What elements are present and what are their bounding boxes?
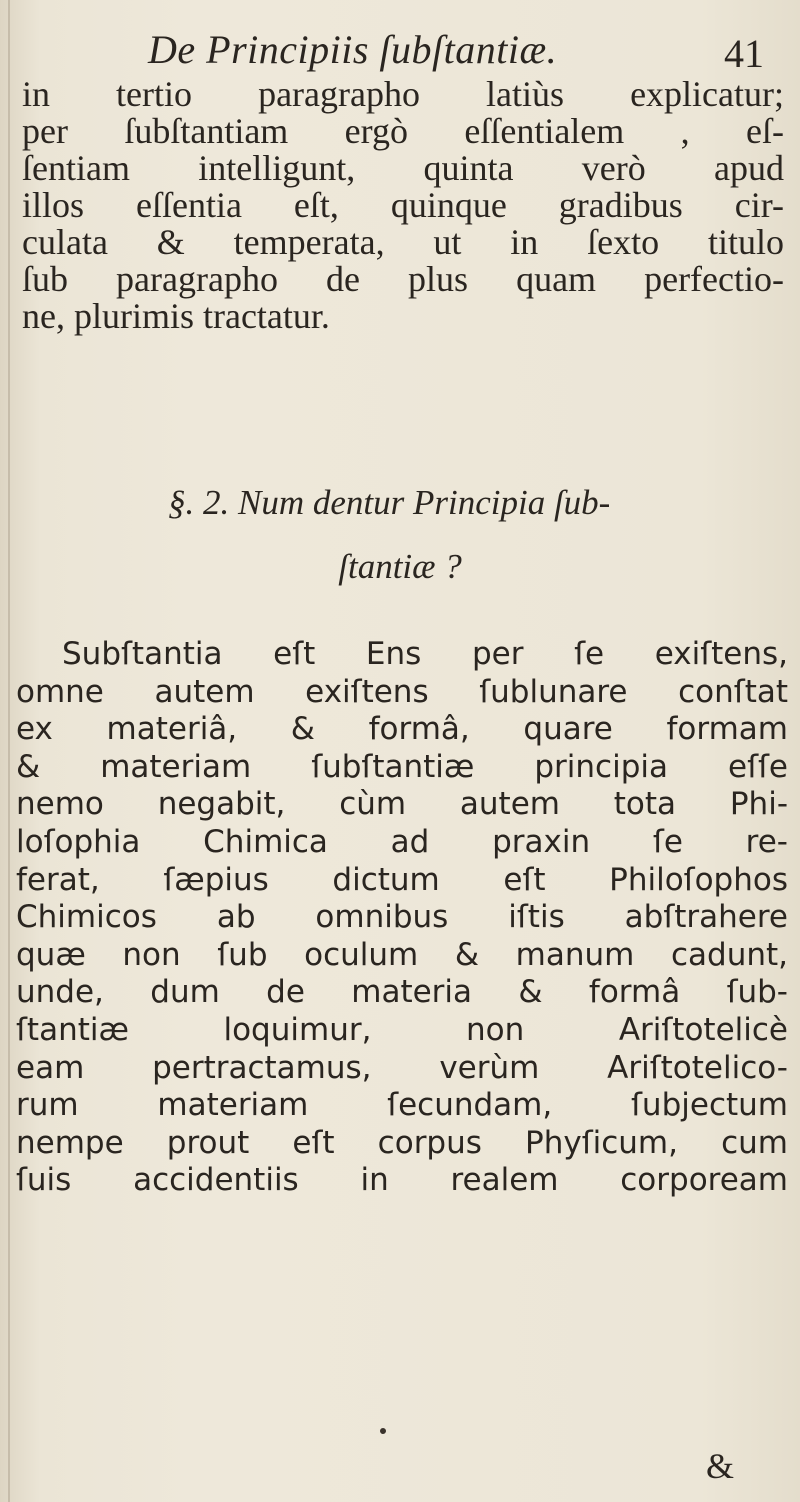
page-gutter-edge <box>8 0 10 1502</box>
text-line: culata & temperata, ut in ſexto titulo <box>22 222 784 262</box>
text-line: eam pertractamus, verùm Ariſtotelico- <box>16 1049 788 1086</box>
text-line: & materiam ſubſtantiæ principia eſſe <box>16 748 788 785</box>
section-heading-line-1: §. 2. Num dentur Principia ſub- <box>168 483 611 522</box>
paragraph-1 <box>22 76 784 335</box>
running-head <box>0 24 800 80</box>
text-line: omne autem exiſtens ſublunare conſtat <box>16 673 788 710</box>
text-line: ſuis accidentiis in realem corpoream <box>16 1162 788 1199</box>
text-line: unde, dum de materia & formâ ſub- <box>16 974 788 1011</box>
text-line: quæ non ſub oculum & manum cadunt, <box>16 936 788 973</box>
text-line: Chimicos ab omnibus iſtis abſtrahere <box>16 899 788 936</box>
paragraph-2 <box>16 636 788 1200</box>
text-line: nempe prout eſt corpus Phyſicum, cum <box>16 1124 788 1161</box>
text-line: ſentiam intelligunt, quinta verò apud <box>22 148 784 188</box>
text-line: Subſtantia eſt Ens per ſe exiſtens, <box>62 636 788 672</box>
page-number: 41 <box>724 31 764 76</box>
ink-dot <box>380 1428 386 1434</box>
text-line: nemo negabit, cùm autem tota Phi- <box>16 786 788 823</box>
text-line: ferat, ſæpius dictum eſt Philoſophos <box>16 861 788 898</box>
text-line: per ſubſtantiam ergò eſſentialem , eſ- <box>22 111 784 151</box>
text-line: ne, plurimis tractatur. <box>22 296 330 336</box>
running-title: De Principiis ſubſtantiæ. <box>148 27 558 72</box>
text-line: ſub paragrapho de plus quam perfectio- <box>22 259 784 299</box>
text-line: illos eſſentia eſt, quinque gradibus cir- <box>22 185 784 225</box>
text-line: ſtantiæ loquimur, non Ariſtotelicè <box>16 1011 788 1048</box>
text-line: in tertio paragrapho latiùs explicatur; <box>22 74 784 114</box>
catchword: & <box>706 1446 735 1486</box>
section-heading-line-2: ſtantiæ ? <box>338 547 462 586</box>
text-line: loſophia Chimica ad praxin ſe re- <box>16 823 788 860</box>
text-line: rum materiam ſecundam, ſubjectum <box>16 1087 788 1124</box>
text-line: ex materiâ, & formâ, quare formam <box>16 711 788 748</box>
